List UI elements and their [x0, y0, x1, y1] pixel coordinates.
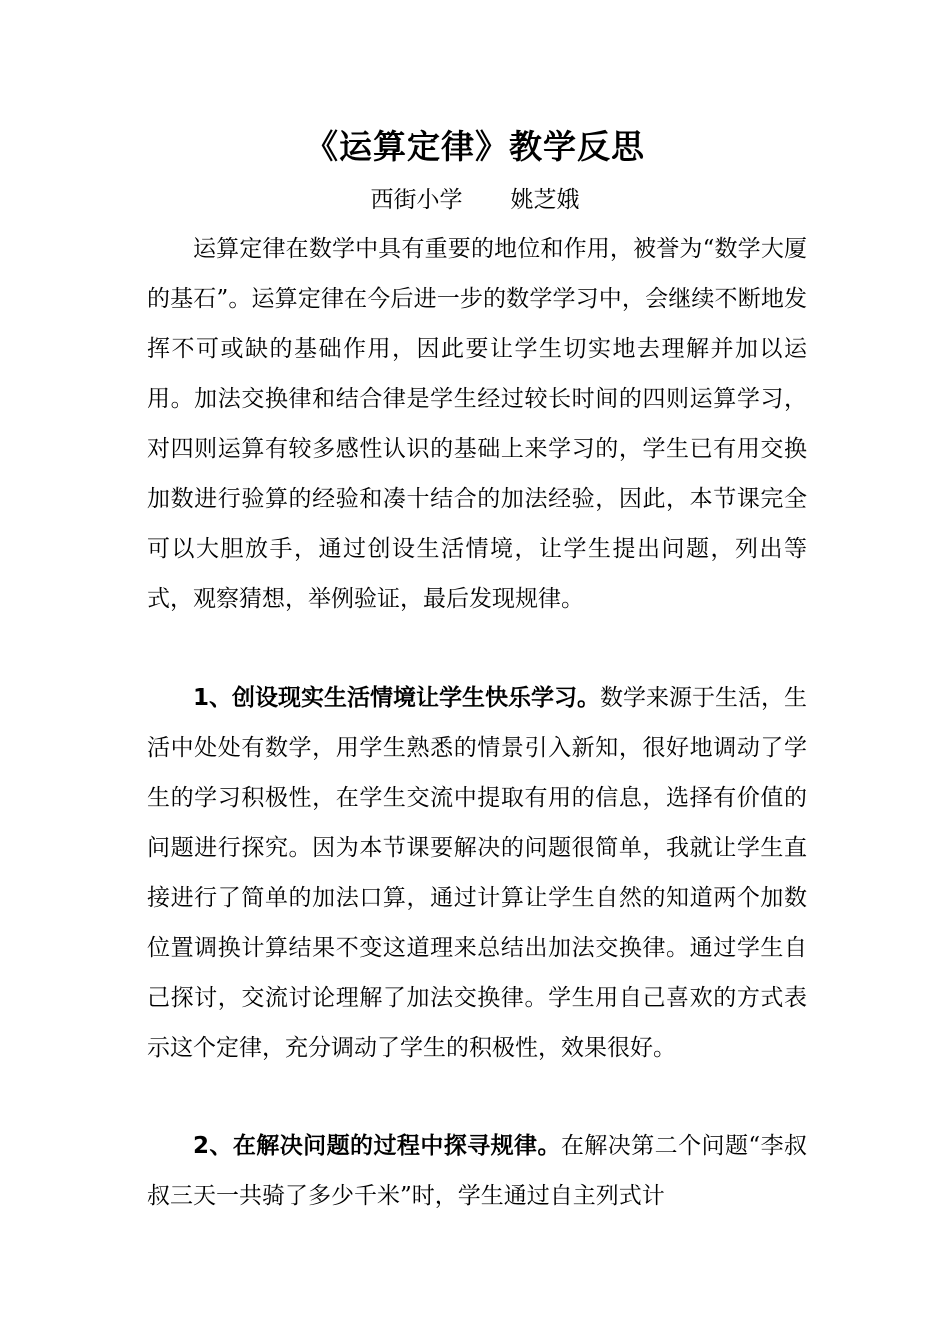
paragraph-intro-text: 运算定律在数学中具有重要的地位和作用，被誉为“数学大厦的基石”。运算定律在今后进一步的数学学习中，会继续不断地发挥不可或缺的基础作用，因此要让学生切实地去理解并加以运用。加法交换律和结合律是学生经过较长时间的四则运算学习，对四则运算有较多感性认识的基础上来学习的，学生已有用交换加数进行验算的经验和凑十结合的加法经验，因此，本节课完全可以大胆放手，通过创设生活情境，让学生提出问题，列出等式，观察猜想，举例验证，最后发现规律。	[147, 236, 807, 612]
paragraph-point-2-heading: 2、在解决问题的过程中探寻规律。	[193, 1133, 561, 1159]
school-name: 西街小学	[370, 187, 463, 213]
paragraph-point-2-text: 在解决第二个问题“李叔叔三天一共骑了多少千米”时，学生通过自主列式计	[147, 1133, 807, 1209]
paragraph-point-2	[147, 1121, 807, 1221]
paragraph-point-1-text: 数学来源于生活，生活中处处有数学，用学生熟悉的情景引入新知，很好地调动了学生的学习积极性，在学生交流中提取有用的信息，选择有价值的问题进行探究。因为本节课要解决的问题很简单，我就让学生直接进行了简单的加法口算，通过计算让学生自然的知道两个加数位置调换计算结果不变这道理来总结出加法交换律。通过学生自己探讨，交流讨论理解了加法交换律。学生用自己喜欢的方式表示这个定律，充分调动了学生的积极性，效果很好。	[147, 685, 808, 1061]
paragraph-point-1	[147, 673, 807, 1073]
paragraph-point-1-heading: 1、创设现实生活情境让学生快乐学习。	[193, 685, 601, 711]
document-title: 《运算定律》教学反思	[305, 127, 645, 166]
byline	[0, 180, 950, 220]
author-name: 姚芝娥	[510, 187, 580, 213]
paragraph-intro	[147, 224, 807, 624]
